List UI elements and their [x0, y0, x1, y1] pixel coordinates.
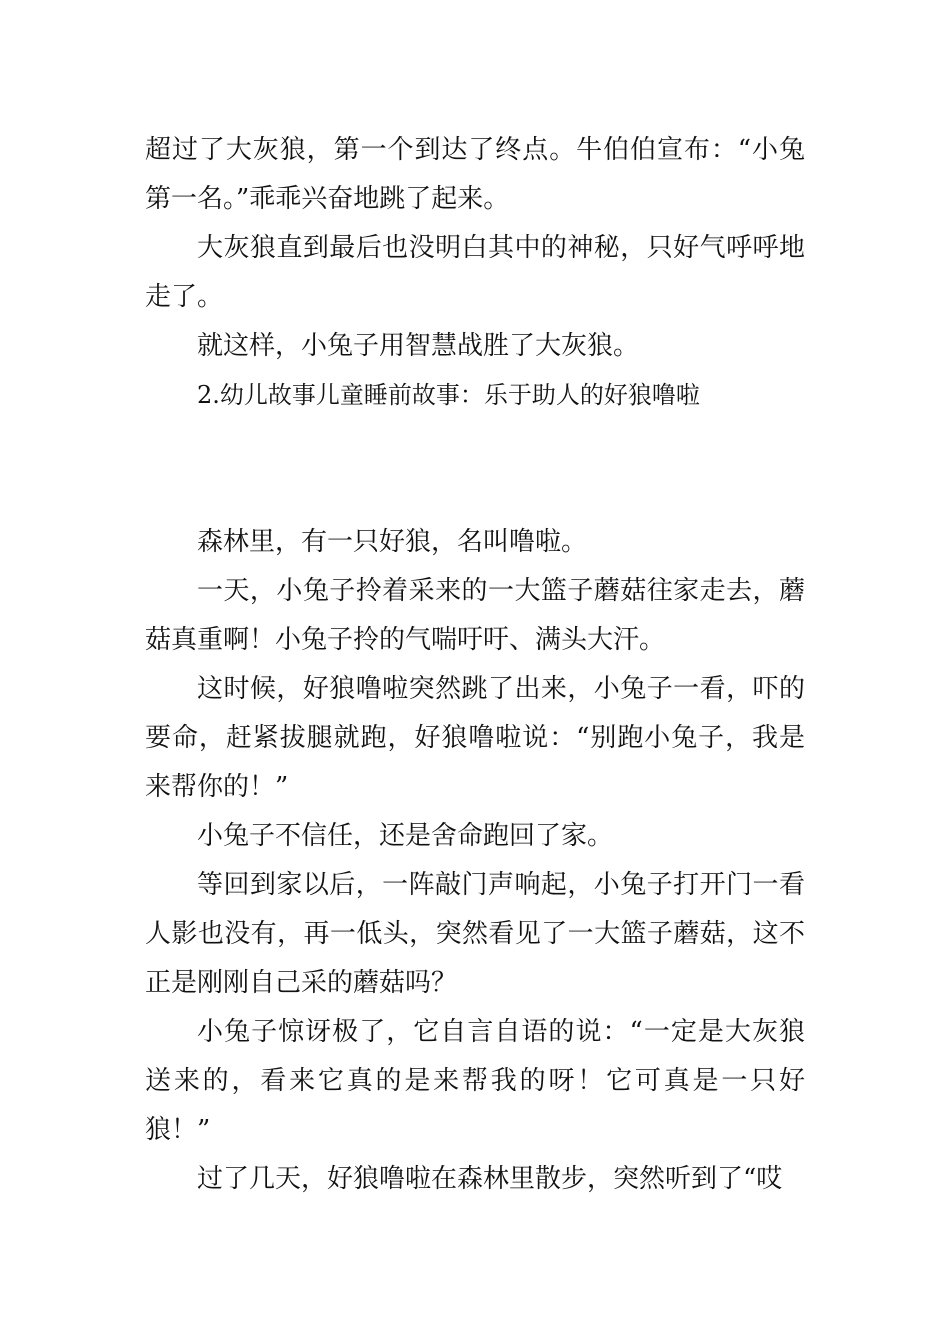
story-paragraph-7: 过了几天，好狼噜啦在森林里散步，突然听到了“哎: [197, 1164, 783, 1194]
section-heading: 2.幼儿故事儿童睡前故事：乐于助人的好狼噜啦: [197, 381, 700, 409]
story-paragraph-4: 小兔子不信任，还是舍命跑回了家。: [197, 821, 614, 851]
paragraph-3: 就这样，小兔子用智慧战胜了大灰狼。: [197, 331, 640, 361]
document-body: [145, 126, 805, 1204]
story-paragraph-6: 小兔子惊讶极了，它自言自语的说：“一定是大灰狼送来的，看来它真的是来帮我的呀！它可真是一只好狼！”: [145, 1017, 805, 1145]
story-paragraph-2: 一天，小兔子拎着采来的一大篮子蘑菇往家走去，蘑菇真重啊！小兔子拎的气喘吁吁、满头大汗。: [145, 576, 805, 655]
story-paragraph-3: 这时候，好狼噜啦突然跳了出来，小兔子一看，吓的要命，赶紧拔腿就跑，好狼噜啦说：“别跑小兔子，我是来帮你的！”: [145, 674, 805, 802]
paragraph-1: 超过了大灰狼，第一个到达了终点。牛伯伯宣布：“小兔第一名。”乖乖兴奋地跳了起来。: [145, 135, 805, 214]
paragraph-2: 大灰狼直到最后也没明白其中的神秘，只好气呼呼地走了。: [145, 233, 805, 312]
section-gap: [145, 420, 805, 518]
story-paragraph-5: 等回到家以后，一阵敲门声响起，小兔子打开门一看人影也没有，再一低头，突然看见了一大篮子蘑菇，这不正是刚刚自己采的蘑菇吗？: [145, 870, 805, 998]
story-paragraph-1: 森林里，有一只好狼，名叫噜啦。: [197, 527, 588, 557]
